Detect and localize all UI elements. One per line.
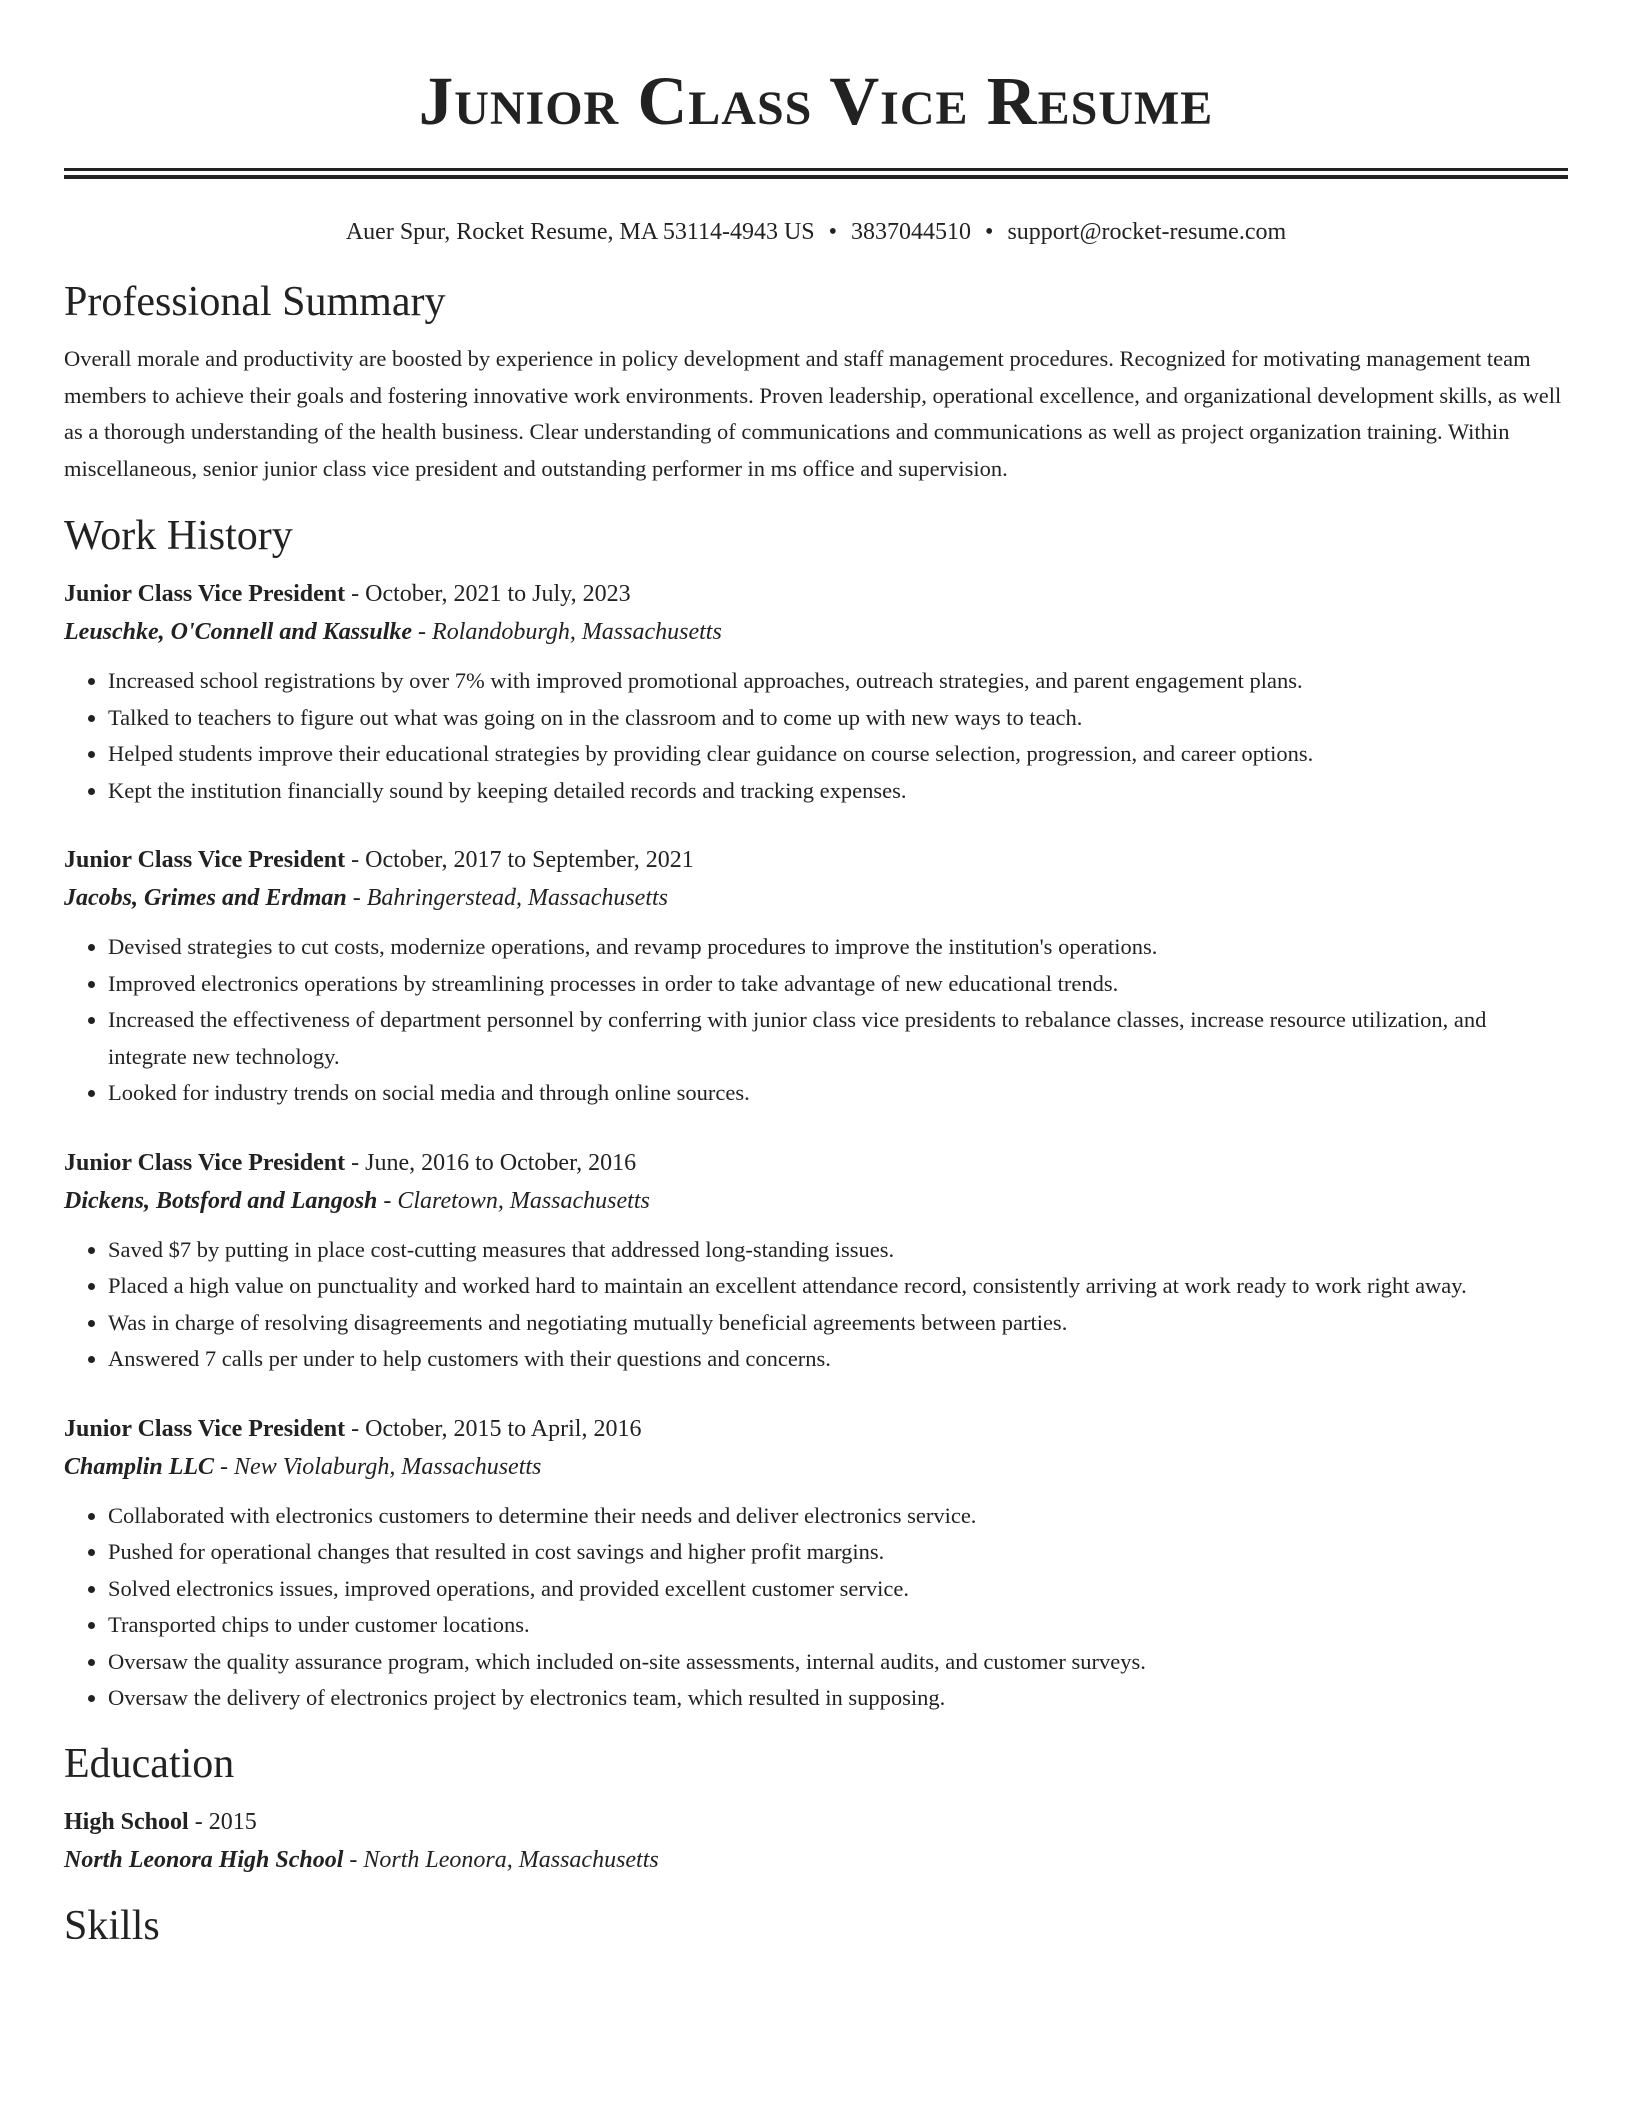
education-year: - 2015 — [188, 1808, 257, 1835]
list-item: • Collaborated with electronics customers to determine their needs and deliver electronics service. — [108, 1498, 1568, 1535]
list-item: • Kept the institution financially sound by keeping detailed records and tracking expenses. — [108, 773, 1568, 810]
list-item: • Oversaw the quality assurance program, which included on-site assessments, internal audits, and customer surveys. — [108, 1644, 1568, 1681]
list-item: • Was in charge of resolving disagreements and negotiating mutually beneficial agreements between parties. — [108, 1305, 1568, 1342]
job-entry — [64, 1410, 1568, 1717]
contact-email: support@rocket-resume.com — [1007, 219, 1287, 245]
job-entry — [64, 575, 1568, 809]
contact-separator: • — [985, 219, 994, 245]
job-company: Dickens, Botsford and Langosh — [64, 1187, 378, 1214]
job-bullets — [64, 1232, 1568, 1378]
contact-address: Auer Spur, Rocket Resume, MA 53114-4943 US — [345, 219, 815, 245]
job-title-line — [64, 841, 1568, 879]
job-location: - Claretown, Massachusetts — [377, 1187, 650, 1214]
job-bullets — [64, 663, 1568, 809]
job-dates: - October, 2015 to April, 2016 — [345, 1415, 642, 1442]
list-item: • Improved electronics operations by streamlining processes in order to take advantage of new educational trends. — [108, 966, 1568, 1003]
job-entry — [64, 1144, 1568, 1378]
education-degree: High School — [64, 1808, 189, 1835]
contact-phone: 3837044510 — [851, 219, 972, 245]
list-item: • Placed a high value on punctuality and worked hard to maintain an excellent attendance record, consistently arriving at work ready to work right away. — [108, 1268, 1568, 1305]
title-divider — [64, 168, 1568, 179]
list-item: • Solved electronics issues, improved operations, and provided excellent customer service. — [108, 1571, 1568, 1608]
list-item: • Oversaw the delivery of electronics project by electronics team, which resulted in supposing. — [108, 1680, 1568, 1717]
job-dates: - October, 2017 to September, 2021 — [345, 847, 694, 873]
list-item: • Saved $7 by putting in place cost-cutting measures that addressed long-standing issues. — [108, 1232, 1568, 1269]
job-company-line — [64, 1448, 1568, 1486]
job-dates: - June, 2016 to October, 2016 — [345, 1149, 637, 1176]
job-company-line — [64, 1182, 1568, 1220]
list-item: • Answered 7 calls per under to help customers with their questions and concerns. — [108, 1341, 1568, 1378]
job-dates: - October, 2021 to July, 2023 — [345, 581, 631, 607]
list-item: • Devised strategies to cut costs, modernize operations, and revamp procedures to improve the institution's operations. — [108, 929, 1568, 966]
list-item: • Talked to teachers to figure out what was going on in the classroom and to come up with new ways to teach. — [108, 700, 1568, 737]
job-company-line — [64, 879, 1568, 917]
education-school-line — [64, 1841, 1568, 1879]
list-item: • Helped students improve their educational strategies by providing clear guidance on course selection, progression, and career options. — [108, 736, 1568, 773]
list-item: • Pushed for operational changes that resulted in cost savings and higher profit margins. — [108, 1534, 1568, 1571]
education-heading: Education — [64, 1740, 235, 1787]
job-location: - Rolandoburgh, Massachusetts — [412, 619, 722, 645]
job-company-line — [64, 613, 1568, 651]
job-role: Junior Class Vice President — [64, 1415, 346, 1442]
contact-line — [64, 217, 1568, 247]
summary-heading: Professional Summary — [64, 279, 446, 325]
job-bullets — [64, 929, 1568, 1112]
education-school: North Leonora High School — [64, 1846, 344, 1873]
resume-title: Junior Class Vice Resume — [418, 63, 1214, 139]
job-role: Junior Class Vice President — [64, 581, 346, 607]
job-role: Junior Class Vice President — [64, 847, 346, 873]
job-company: Jacobs, Grimes and Erdman — [64, 885, 347, 911]
job-entry — [64, 841, 1568, 1112]
job-title-line — [64, 1410, 1568, 1448]
job-company: Leuschke, O'Connell and Kassulke — [64, 619, 413, 645]
list-item: • Increased the effectiveness of department personnel by conferring with junior class vice presidents to rebalance classes, increase resource utilization, and integrate new technology. — [108, 1002, 1568, 1075]
list-item: • Transported chips to under customer locations. — [108, 1607, 1568, 1644]
job-company: Champlin LLC — [64, 1453, 215, 1480]
job-location: - Bahringerstead, Massachusetts — [346, 885, 669, 911]
job-bullets — [64, 1498, 1568, 1717]
contact-separator: • — [828, 219, 838, 245]
job-title-line — [64, 1144, 1568, 1182]
list-item: • Increased school registrations by over 7% with improved promotional approaches, outreach strategies, and parent engagement plans. — [108, 663, 1568, 700]
job-role: Junior Class Vice President — [64, 1149, 346, 1176]
education-entry — [64, 1803, 1568, 1879]
work-history-heading: Work History — [64, 513, 293, 559]
job-location: - New Violaburgh, Massachusetts — [214, 1453, 542, 1480]
education-location: - North Leonora, Massachusetts — [343, 1846, 659, 1873]
list-item: • Looked for industry trends on social media and through online sources. — [108, 1075, 1568, 1112]
summary-text: Overall morale and productivity are boosted by experience in policy development and staff management procedures. Recognized for motivating management team members to achieve their goals and fostering innovative work environments. Proven leadership, operational excellence, and organizational development skills, as well as a thorough understanding of the health business. Clear understanding of communications and communications as well as project organization training. Within miscellaneous, senior junior class vice president and outstanding performer in ms office and supervision. — [64, 346, 1562, 481]
education-degree-line — [64, 1803, 1568, 1841]
job-title-line — [64, 575, 1568, 613]
skills-heading: Skills — [64, 1902, 160, 1949]
